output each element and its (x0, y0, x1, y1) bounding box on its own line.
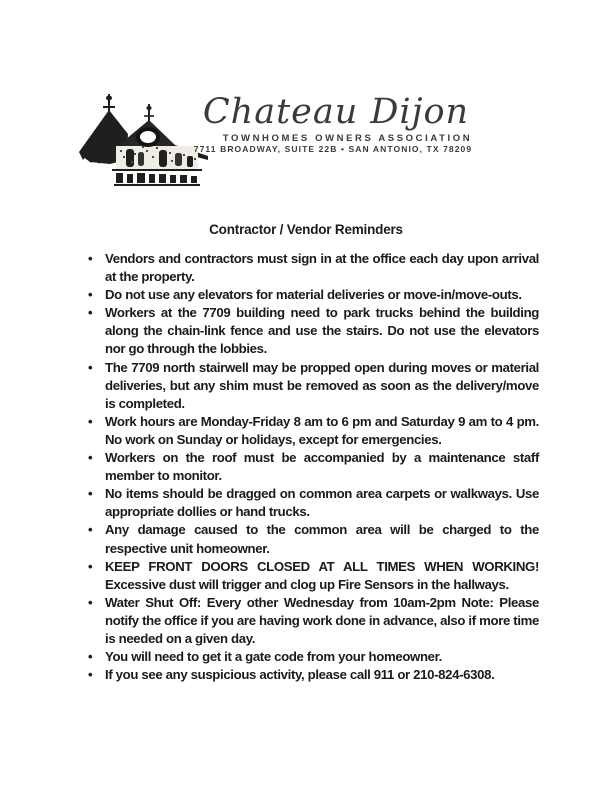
bullet-icon: • (88, 251, 93, 266)
reminder-text: Workers on the roof must be accompanied by a maintenance staff member to monitor. (105, 450, 539, 484)
list-item (87, 304, 539, 358)
list-item (87, 250, 539, 286)
bullet-icon: • (88, 667, 93, 683)
association-org-line: TOWNHOMES OWNERS ASSOCIATION (222, 133, 473, 144)
list-item (87, 521, 539, 557)
reminder-text: You will need to get it a gate code from your homeowner. (105, 649, 442, 665)
bullet-icon: • (88, 413, 93, 429)
list-item (87, 648, 539, 666)
list-item (87, 286, 539, 304)
reminder-text: Work hours are Monday-Friday 8 am to 6 pm and Saturday 9 am to 4 pm. No work on Sunday or holidays, except for emergencies. (105, 413, 539, 447)
bullet-icon: • (88, 359, 93, 375)
list-item (87, 449, 539, 485)
bullet-icon: • (88, 305, 93, 321)
reminder-text: Do not use any elevators for material deliveries or move-in/move-outs. (105, 287, 522, 303)
list-item (87, 413, 539, 449)
bullet-icon: • (88, 558, 93, 574)
reminder-text: Any damage caused to the common area will be charged to the respective unit homeowner. (105, 522, 539, 556)
list-item (87, 558, 539, 594)
reminder-text: The 7709 north stairwell may be propped open during moves or material deliveries, but any shim must be removed as soon as the delivery/move is completed. (105, 359, 539, 411)
reminder-text: Vendors and contractors must sign in at the office each day upon arrival at the property. (105, 251, 539, 285)
association-address-line: 7711 BROADWAY, SUITE 22B • SAN ANTONIO, TX 78209 (193, 144, 473, 154)
list-item (87, 594, 539, 648)
bullet-icon: • (88, 522, 93, 538)
reminder-text: Water Shut Off: Every other Wednesday from 10am-2pm Note: Please notify the office if you are having work done in advance, also if more time is needed on a given day. (105, 594, 539, 646)
reminder-list (87, 250, 539, 684)
list-item (87, 666, 539, 684)
page-title: Contractor / Vendor Reminders (209, 222, 403, 237)
reminder-text: No items should be dragged on common area carpets or walkways. Use appropriate dollies or hand trucks. (105, 486, 539, 520)
list-item (87, 485, 539, 521)
bullet-icon: • (88, 287, 93, 303)
bullet-icon: • (88, 486, 93, 502)
bullet-icon: • (88, 450, 93, 466)
association-name-script: Chateau Dijon (202, 92, 470, 132)
bullet-icon: • (88, 594, 93, 610)
bullet-icon: • (88, 649, 93, 665)
reminder-text: Workers at the 7709 building need to park trucks behind the building along the chain-link fence and use the stairs. Do not use the elevators nor go through the lobbies. (105, 305, 539, 357)
reminder-text: If you see any suspicious activity, please call 911 or 210-824-6308. (105, 667, 495, 683)
reminder-text: KEEP FRONT DOORS CLOSED AT ALL TIMES WHEN WORKING! Excessive dust will trigger and clog up Fire Sensors in the hallways. (105, 558, 539, 592)
list-item (87, 359, 539, 413)
